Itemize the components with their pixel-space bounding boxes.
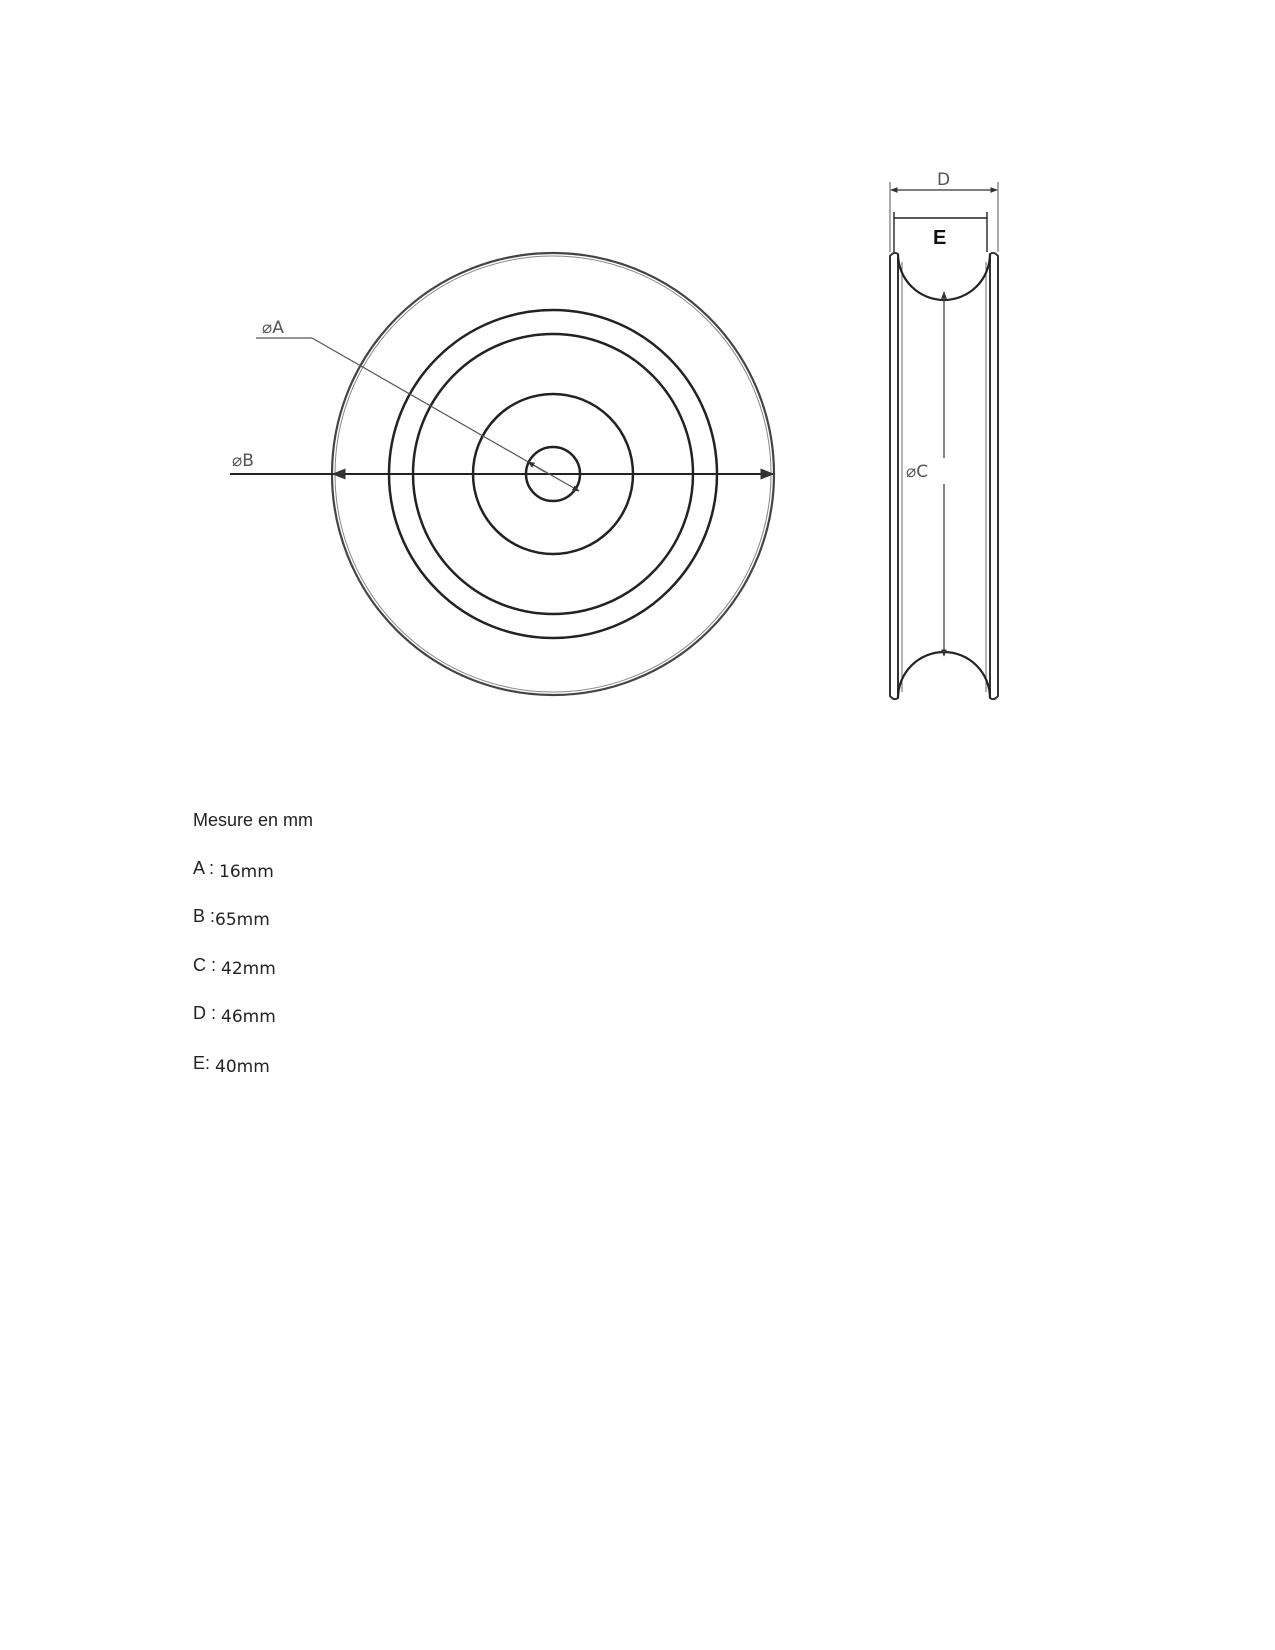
dimension-a-label: ⌀A xyxy=(262,318,284,338)
measure-key: D : xyxy=(193,1003,217,1023)
dimension-c-label: ⌀C xyxy=(906,462,929,482)
side-right-flange xyxy=(990,253,998,699)
side-left-flange xyxy=(890,253,898,699)
dimension-b-label: ⌀B xyxy=(232,451,254,471)
side-view xyxy=(890,170,998,699)
measure-value: 65mm xyxy=(215,910,270,930)
pulley-technical-drawing xyxy=(0,0,1275,760)
measure-key: E: xyxy=(193,1053,211,1073)
measure-row-a xyxy=(193,858,274,882)
measure-value: 40mm xyxy=(215,1057,270,1077)
measure-row-d xyxy=(193,1003,276,1027)
measure-key: C : xyxy=(193,955,217,975)
measure-key: A : xyxy=(193,858,215,878)
measure-row-c xyxy=(193,955,276,979)
dimension-a-arrow-start xyxy=(528,462,545,472)
dimension-e-label: E xyxy=(933,227,947,249)
measures-heading: Mesure en mm xyxy=(193,810,314,830)
measure-value: 46mm xyxy=(221,1007,276,1027)
dimension-d-label: D xyxy=(937,170,951,190)
measure-key: B : xyxy=(193,906,216,926)
front-view xyxy=(230,253,774,695)
measure-row-b xyxy=(193,906,270,930)
side-bottom-groove xyxy=(898,652,990,698)
measure-row-e xyxy=(193,1053,270,1077)
measure-value: 42mm xyxy=(221,959,276,979)
measure-value: 16mm xyxy=(219,862,274,882)
